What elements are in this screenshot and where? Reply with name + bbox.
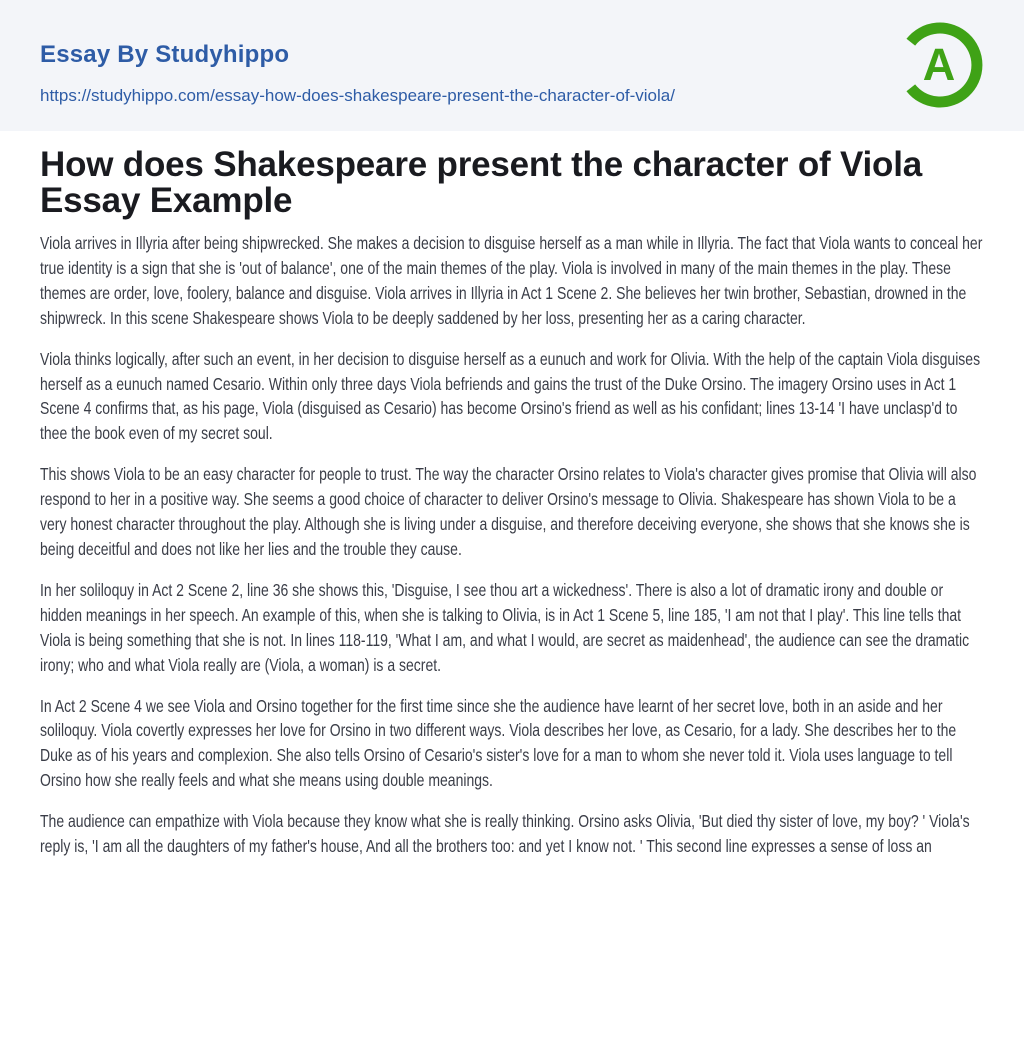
essay-paragraph-3: This shows Viola to be an easy character for people to trust. The way the character Orsino relates to Viola's character gives promise that Olivia will also respond to her in a positive way. She seems a good choice of character to deliver Orsino's message to Olivia. Shakespeare has shown Viola to be a very honest character throughout the play. Although she is living under a disguise, and therefore deceiving everyone, she shows that she knows she is being deceitful and does not like her lies and the trouble they cause. bbox=[40, 464, 977, 559]
essay-body bbox=[40, 231, 984, 859]
essay-paragraph-2: Viola thinks logically, after such an event, in her decision to disguise herself as a eunuch and work for Olivia. With the help of the captain Viola disguises herself as a eunuch named Cesario. Within only three days Viola befriends and gains the trust of the Duke Orsino. The imagery Orsino uses in Act 1 Scene 4 confirms that, as his page, Viola (disguised as Cesario) has become Orsino's friend as well as his confidant; lines 13-14 'I have unclasp'd to thee the book even of my secret soul. bbox=[40, 348, 981, 444]
studyhippo-logo-icon bbox=[896, 21, 984, 109]
article-title: How does Shakespeare present the character of Viola Essay Example bbox=[40, 145, 922, 220]
article-content bbox=[0, 131, 1024, 859]
logo-letter: A bbox=[922, 39, 956, 90]
page-header bbox=[0, 0, 1024, 131]
essay-paragraph-1: Viola arrives in Illyria after being shipwrecked. She makes a decision to disguise herself as a man while in Illyria. The fact that Viola wants to conceal her true identity is a sign that she is 'out of balance', one of the main themes of the play. Viola is involved in many of the main themes in the play. These themes are order, love, foolery, balance and disguise. Viola arrives in Illyria in Act 1 Scene 2. She believes her twin brother, Sebastian, drowned in the shipwreck. In this scene Shakespeare shows Viola to be deeply saddened by her loss, presenting her as a caring character. bbox=[40, 233, 983, 328]
source-url-link[interactable]: https://studyhippo.com/essay-how-does-shakespeare-present-the-character-of-viola/ bbox=[40, 86, 675, 105]
header-text-block bbox=[40, 42, 984, 106]
essay-paragraph-4: In her soliloquy in Act 2 Scene 2, line 36 she shows this, 'Disguise, I see thou art a wickedness'. There is also a lot of dramatic irony and double or hidden meanings in her speech. An example of this, when she is talking to Olivia, is in Act 1 Scene 5, line 185, 'I am not that I play'. This line tells that Viola is being something that she is not. In lines 118-119, 'What I am, and what I would, are secret as maidenhead', the audience can see the dramatic irony; who and what Viola really are (Viola, a woman) is a secret. bbox=[40, 579, 970, 675]
essay-paragraph-5: In Act 2 Scene 4 we see Viola and Orsino together for the first time since she the audience have learnt of her secret love, both in an aside and her soliloquy. Viola covertly expresses her love for Orsino in two different ways. Viola describes her love, as Cesario, for a lady. She describes her to the Duke as of his years and complexion. She also tells Orsino of Cesario's sister's love for a man to whom she never told it. Viola uses language to tell Orsino how she really feels and what she means using double meanings. bbox=[40, 695, 957, 791]
site-label: Essay By Studyhippo bbox=[40, 41, 290, 68]
essay-paragraph-6: The audience can empathize with Viola because they know what she is really thinking. Orsino asks Olivia, 'But died thy sister of love, my boy? ' Viola's reply is, 'I am all the daughters of my father's house, And all the brothers too: and yet I know not. ' This second line expresses a sense of loss an bbox=[40, 811, 970, 857]
